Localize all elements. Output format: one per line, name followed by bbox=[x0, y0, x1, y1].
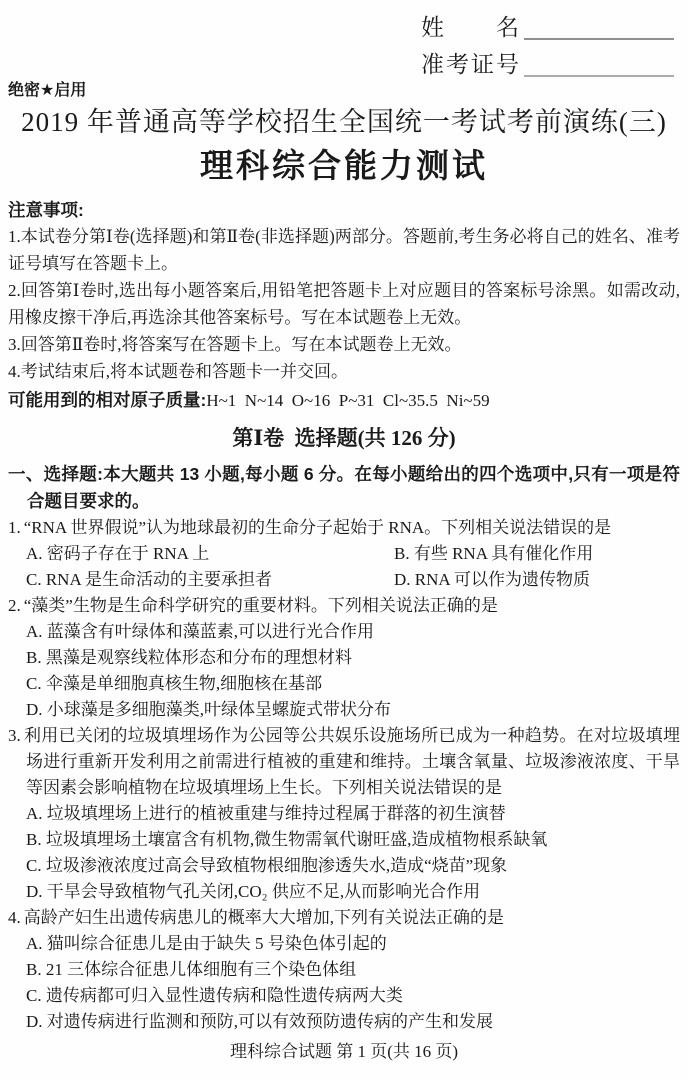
atomic-mass-label: 可能用到的相对原子质量: bbox=[8, 390, 207, 410]
name-blank-line bbox=[524, 14, 674, 40]
question-2-option-d: D. 小球藻是多细胞藻类,叶绿体呈螺旋式带状分布 bbox=[26, 700, 392, 719]
question-1-text: “RNA 世界假说”认为地球最初的生命分子起始于 RNA。下列相关说法错误的是 bbox=[23, 518, 612, 537]
question-3 bbox=[8, 723, 680, 905]
question-3-stem bbox=[8, 723, 680, 801]
question-1-options bbox=[8, 541, 680, 593]
question-3-option-c: C. 垃圾渗液浓度过高会导致植物根细胞渗透失水,造成“烧苗”现象 bbox=[26, 856, 508, 875]
question-3-option-b: B. 垃圾填埋场土壤富含有机物,微生物需氧代谢旺盛,造成植物根系缺氧 bbox=[26, 830, 548, 849]
question-4-text: 高龄产妇生出遗传病患儿的概率大大增加,下列有关说法正确的是 bbox=[23, 908, 504, 927]
paper-title: 理科综合能力测试 bbox=[200, 147, 488, 184]
question-3-text: 利用已关闭的垃圾填埋场作为公园等公共娱乐设施场所已成为一种趋势。在对垃圾填埋场进行重新开发利用之前需进行植被的重建和维持。土壤含氧量、垃圾渗液浓度、干旱等因素会影响植物在垃圾填埋场上生长。下列相关说法错误的是 bbox=[23, 726, 680, 797]
secrecy-label: 绝密★启用 bbox=[8, 82, 87, 99]
notice-item-3: 3.回答第Ⅱ卷时,将答案写在答题卡上。写在本试题卷上无效。 bbox=[8, 335, 462, 354]
question-4-number: 4. bbox=[8, 908, 21, 927]
question-4-option-d: D. 对遗传病进行监测和预防,可以有效预防遗传病的产生和发展 bbox=[26, 1012, 494, 1031]
question-3-number: 3. bbox=[8, 726, 21, 745]
question-2-options bbox=[8, 619, 680, 723]
question-1-number: 1. bbox=[8, 518, 21, 537]
section-1-instructions: 一、选择题:本大题共 13 小题,每小题 6 分。在每小题给出的四个选项中,只有一项是符合题目要求的。 bbox=[8, 464, 680, 511]
question-3-option-d: D. 干旱会导致植物气孔关闭,CO₂ 供应不足,从而影响光合作用 bbox=[26, 882, 481, 901]
question-4-option-a: A. 猫叫综合征患儿是由于缺失 5 号染色体引起的 bbox=[26, 934, 387, 953]
exam-session-title: 2019 年普通高等学校招生全国统一考试考前演练(三) bbox=[21, 107, 667, 137]
question-1-option-d: D. RNA 可以作为遗传物质 bbox=[394, 570, 590, 589]
question-2-option-c: C. 伞藻是单细胞真核生物,细胞核在基部 bbox=[26, 674, 323, 693]
notices-section bbox=[8, 197, 680, 415]
atomic-mass-values: H~1 N~14 O~16 P~31 Cl~35.5 Ni~59 bbox=[206, 391, 490, 410]
question-4-option-b: B. 21 三体综合征患儿体细胞有三个染色体组 bbox=[26, 960, 357, 979]
question-3-options bbox=[8, 801, 680, 905]
header-fill-in-fields bbox=[8, 0, 680, 77]
question-4 bbox=[8, 905, 680, 1035]
question-2-text: “藻类”生物是生命科学研究的重要材料。下列相关说法正确的是 bbox=[23, 596, 498, 615]
question-4-option-c: C. 遗传病都可归入显性遗传病和隐性遗传病两大类 bbox=[26, 986, 403, 1005]
notices-heading: 注意事项: bbox=[8, 200, 84, 220]
notice-item-4: 4.考试结束后,将本试题卷和答题卡一并交回。 bbox=[8, 362, 348, 381]
question-2 bbox=[8, 593, 680, 723]
question-4-stem bbox=[8, 905, 680, 931]
notice-item-1: 1.本试卷分第Ⅰ卷(选择题)和第Ⅱ卷(非选择题)两部分。答题前,考生务必将自己的姓名、准考证号填写在答题卡上。 bbox=[8, 227, 680, 273]
name-field-row bbox=[421, 14, 674, 40]
question-3-option-a: A. 垃圾填埋场上进行的植被重建与维持过程属于群落的初生演替 bbox=[26, 804, 506, 823]
question-4-options bbox=[8, 931, 680, 1035]
question-1-stem bbox=[8, 515, 680, 541]
question-1-option-c: C. RNA 是生命活动的主要承担者 bbox=[26, 570, 273, 589]
question-1-option-a: A. 密码子存在于 RNA 上 bbox=[26, 544, 210, 563]
question-1-option-b: B. 有些 RNA 具有催化作用 bbox=[394, 544, 594, 563]
question-2-option-b: B. 黑藻是观察线粒体形态和分布的理想材料 bbox=[26, 648, 352, 667]
question-1 bbox=[8, 515, 680, 593]
question-2-number: 2. bbox=[8, 596, 21, 615]
name-label: 姓 名 bbox=[421, 14, 521, 40]
section-1-title: 第Ⅰ卷 选择题(共 126 分) bbox=[232, 426, 456, 450]
question-2-option-a: A. 蓝藻含有叶绿体和藻蓝素,可以进行光合作用 bbox=[26, 622, 375, 641]
page-footer: 理科综合试题 第 1 页(共 16 页) bbox=[229, 1042, 459, 1061]
question-2-stem bbox=[8, 593, 680, 619]
notice-item-2: 2.回答第Ⅰ卷时,选出每小题答案后,用铅笔把答题卡上对应题目的答案标号涂黑。如需改动,用橡皮擦干净后,再选涂其他答案标号。写在本试题卷上无效。 bbox=[8, 281, 680, 327]
exam-id-blank-line bbox=[524, 51, 674, 77]
atomic-mass-line bbox=[8, 386, 680, 415]
exam-id-label: 准考证号 bbox=[421, 51, 521, 77]
exam-id-field-row bbox=[421, 51, 674, 77]
